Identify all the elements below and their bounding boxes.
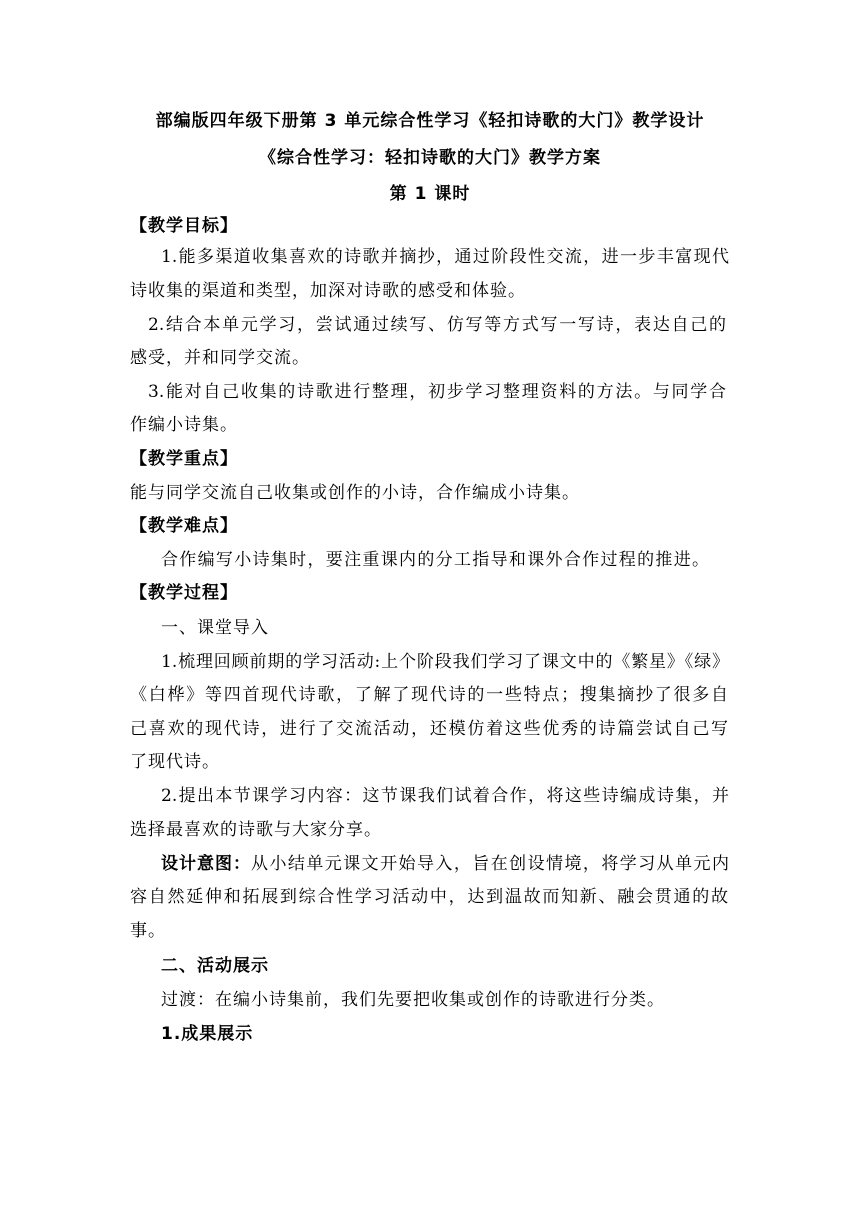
paragraph-1-line-3: 己喜欢的现代诗，进行了交流活动，还模仿着这些优秀的诗篇尝试自己写 <box>130 719 728 739</box>
process-heading: 【教学过程】 <box>130 583 238 603</box>
subsection-1-title: 1.成果展示 <box>161 1024 254 1044</box>
document-title: 部编版四年级下册第 3 单元综合性学习《轻扣诗歌的大门》教学设计 <box>155 111 705 131</box>
key-points-heading: 【教学重点】 <box>130 449 238 469</box>
transition-text: 过渡：在编小诗集前，我们先要把收集或创作的诗歌进行分类。 <box>161 990 665 1010</box>
paragraph-1-line-1: 1.梳理回顾前期的学习活动:上个阶段我们学习了课文中的《繁星》《绿》 <box>161 652 729 672</box>
design-intent-line-1 <box>161 853 729 875</box>
objective-2-line-1: 2.结合本单元学习，尝试通过续写、仿写等方式写一写诗，表达自己的 <box>148 315 726 335</box>
design-intent-line-3: 事。 <box>130 921 166 941</box>
objective-1-line-2: 诗收集的渠道和类型，加深对诗歌的感受和体验。 <box>130 281 526 301</box>
design-intent-text: 从小结单元课文开始导入，旨在创设情境，将学习从单元内 <box>251 854 729 874</box>
paragraph-1-line-4: 了现代诗。 <box>130 752 220 772</box>
paragraph-2-line-1: 2.提出本节课学习内容：这节课我们试着合作，将这些诗编成诗集，并 <box>161 786 729 806</box>
difficulties-text: 合作编写小诗集时，要注重课内的分工指导和课外合作过程的推进。 <box>161 550 709 570</box>
paragraph-2-line-2: 选择最喜欢的诗歌与大家分享。 <box>130 820 382 840</box>
section-1-title: 一、课堂导入 <box>161 618 269 638</box>
key-points-text: 能与同学交流自己收集或创作的小诗，合作编成小诗集。 <box>130 483 580 503</box>
lesson-label: 第 1 课时 <box>389 184 471 204</box>
design-intent-line-2: 容自然延伸和拓展到综合性学习活动中，达到温故而知新、融会贯通的故 <box>130 887 728 907</box>
section-2-title: 二、活动展示 <box>161 956 269 976</box>
difficulties-heading: 【教学难点】 <box>130 516 238 536</box>
paragraph-1-line-2: 《白桦》等四首现代诗歌，了解了现代诗的一些特点；搜集摘抄了很多自 <box>130 685 728 705</box>
objective-1-line-1: 1.能多渠道收集喜欢的诗歌并摘抄，通过阶段性交流，进一步丰富现代 <box>161 247 729 267</box>
document-subtitle: 《综合性学习：轻扣诗歌的大门》教学方案 <box>259 148 601 168</box>
objective-2-line-2: 感受，并和同学交流。 <box>130 348 310 368</box>
objective-3-line-1: 3.能对自己收集的诗歌进行整理，初步学习整理资料的方法。与同学合 <box>148 382 726 402</box>
design-intent-label: 设计意图： <box>161 854 251 874</box>
objectives-heading: 【教学目标】 <box>130 216 238 236</box>
objective-3-line-2: 作编小诗集。 <box>130 415 238 435</box>
